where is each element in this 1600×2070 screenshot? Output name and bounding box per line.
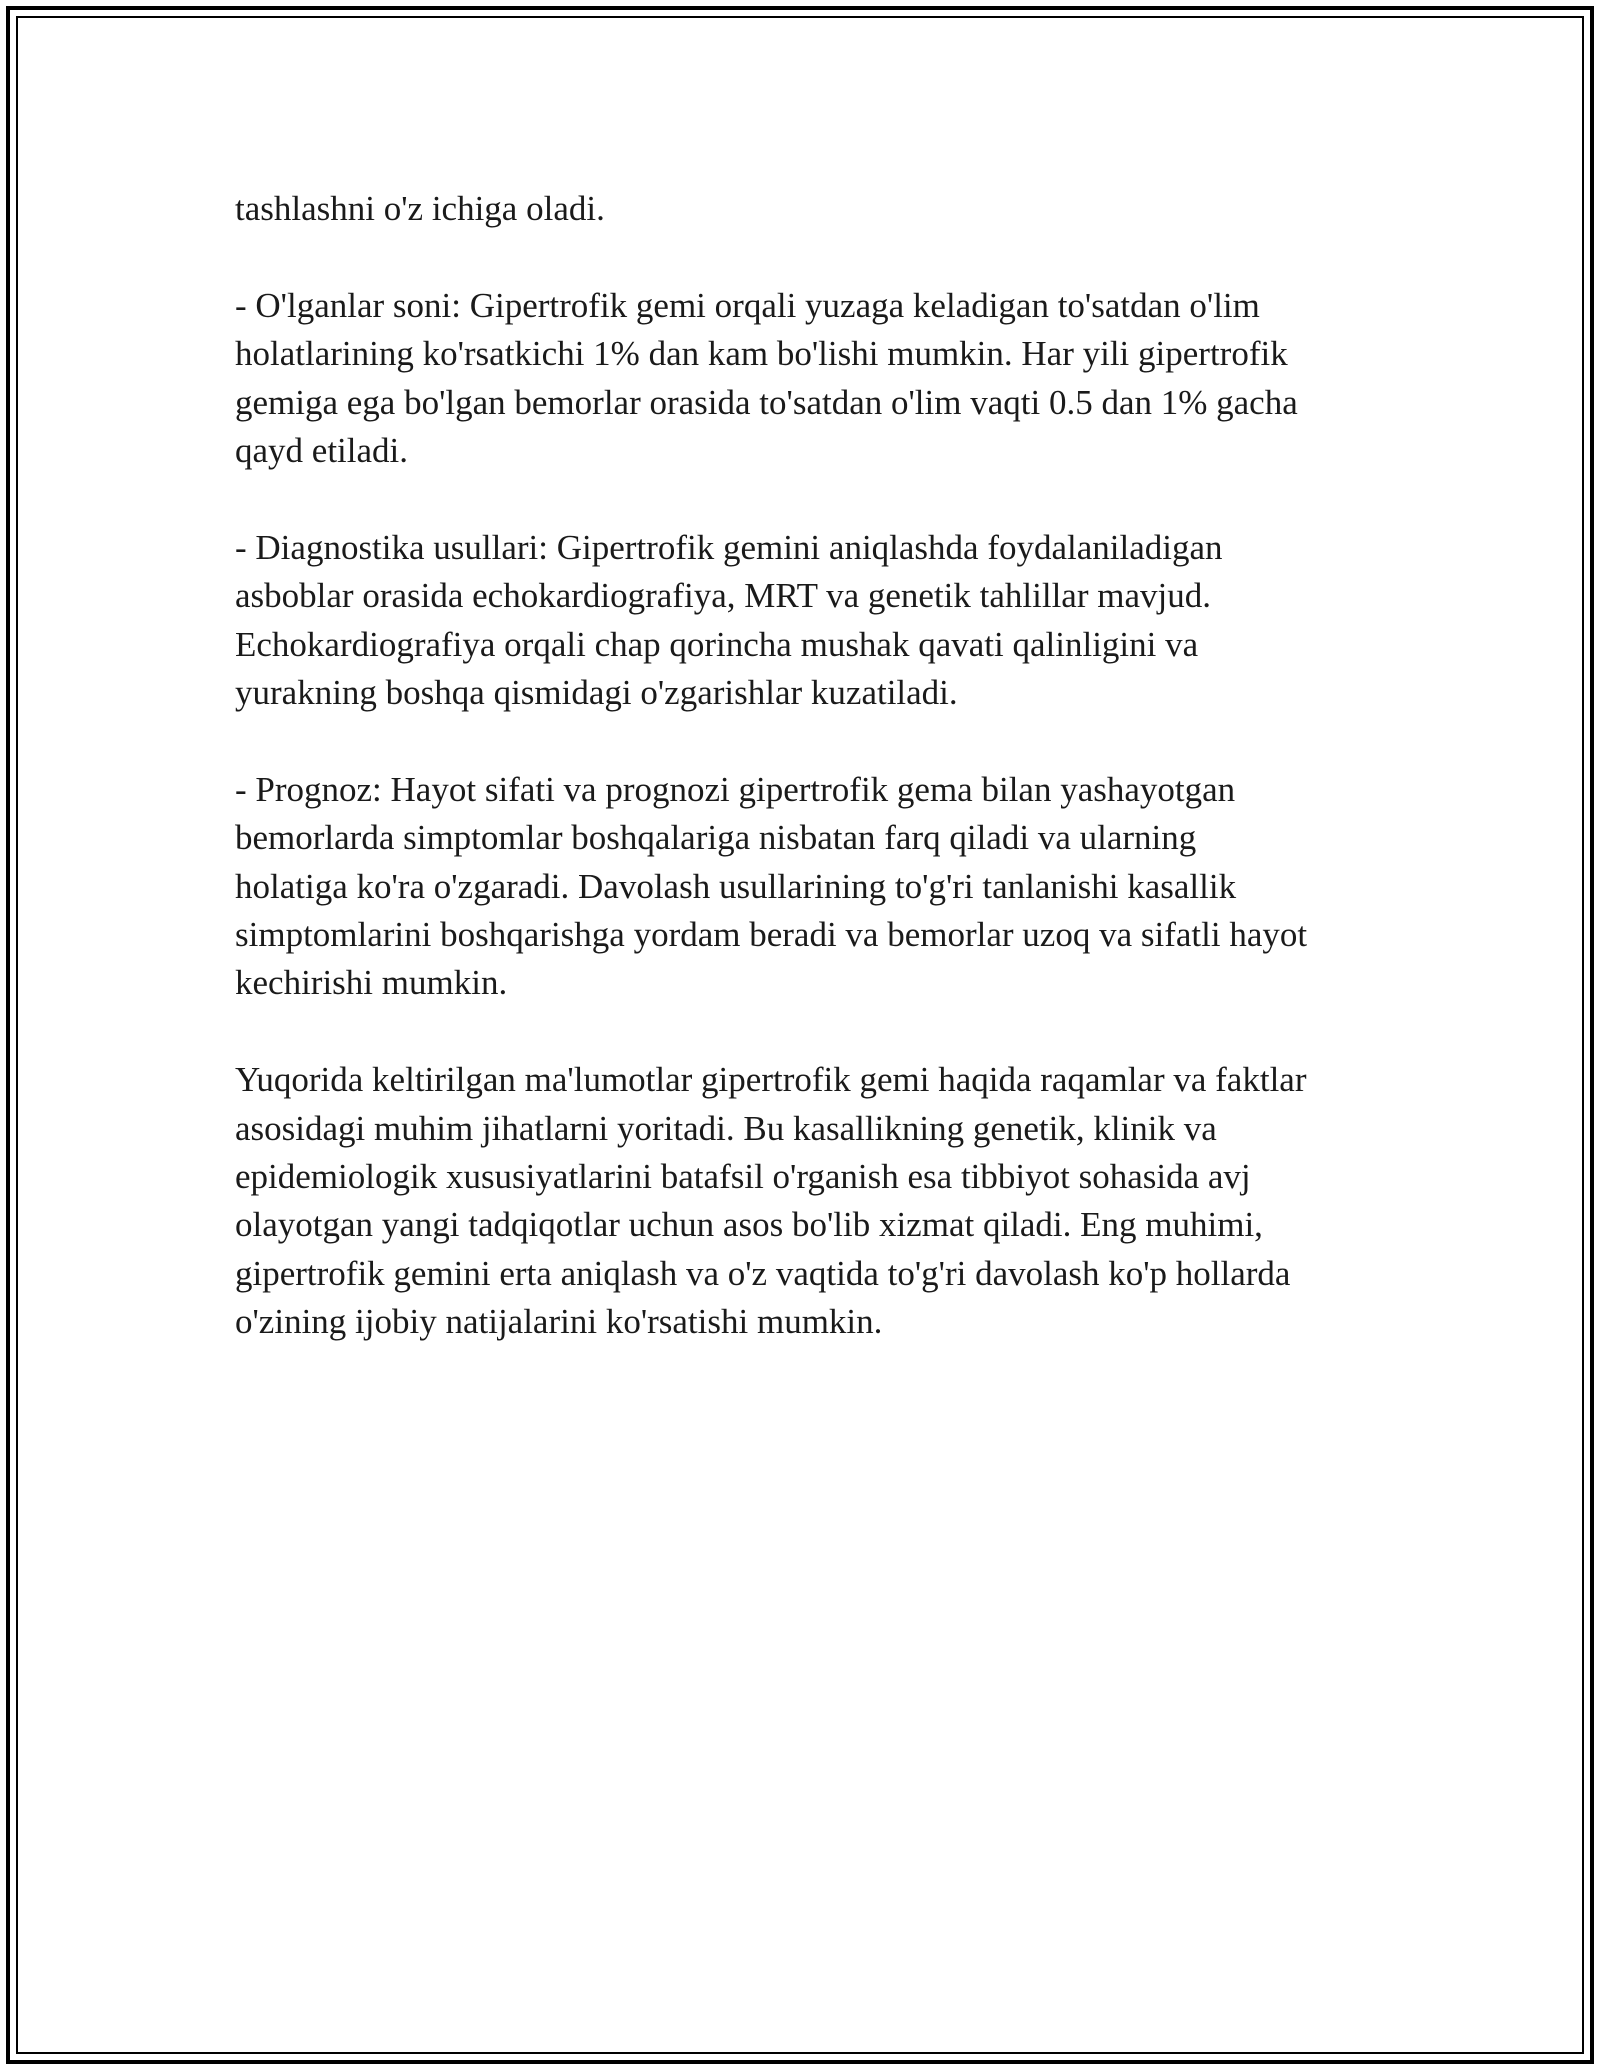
text-line: o'zining ijobiy natijalarini ko'rsatishi mumkin. — [235, 1302, 883, 1342]
text-line: Yuqorida keltirilgan ma'lumotlar gipertrofik gemi haqida raqamlar va faktlar — [235, 1060, 1307, 1100]
text-line: Echokardiografiya orqali chap qorincha mushak qavati qalinligini va — [235, 624, 1199, 664]
text-line: gipertrofik gemini erta aniqlash va o'z vaqtida to'g'ri davolash ko'p hollarda — [235, 1253, 1291, 1293]
paragraph-deaths-count — [235, 282, 1385, 476]
text-line: holatlarining ko'rsatkichi 1% dan kam bo'lishi mumkin. Har yili gipertrofik — [235, 334, 1288, 374]
paragraph-conclusion — [235, 1056, 1385, 1346]
text-line: epidemiologik xususiyatlarini batafsil o'rganish esa tibbiyot sohasida avj — [235, 1157, 1251, 1197]
text-line: holatiga ko'ra o'zgaradi. Davolash usullarining to'g'ri tanlanishi kasallik — [235, 866, 1237, 906]
text-line: olayotgan yangi tadqiqotlar uchun asos bo'lib xizmat qiladi. Eng muhimi, — [235, 1205, 1263, 1245]
text-line: tashlashni o'z ichiga oladi. — [235, 189, 605, 228]
text-line: gemiga ega bo'lgan bemorlar orasida to'satdan o'lim vaqti 0.5 dan 1% gacha — [235, 382, 1298, 422]
document-body — [235, 185, 1385, 1395]
text-line: asboblar orasida echokardiografiya, MRT va genetik tahlillar mavjud. — [235, 576, 1211, 616]
text-line: bemorlarda simptomlar boshqalariga nisbatan farq qiladi va ularning — [235, 818, 1197, 858]
paragraph-continuation — [235, 185, 1385, 233]
paragraph-diagnostics — [235, 524, 1385, 718]
paragraph-prognosis — [235, 766, 1385, 1008]
text-line: asosidagi muhim jihatlarni yoritadi. Bu kasallikning genetik, klinik va — [235, 1108, 1217, 1148]
text-line: qayd etiladi. — [235, 431, 409, 471]
text-line: simptomlarini boshqarishga yordam beradi va bemorlar uzoq va sifatli hayot — [235, 915, 1308, 955]
text-line: - Diagnostika usullari: Gipertrofik gemini aniqlashda foydalaniladigan — [235, 527, 1223, 567]
text-line: - O'lganlar soni: Gipertrofik gemi orqali yuzaga keladigan to'satdan o'lim — [235, 285, 1260, 325]
text-line: kechirishi mumkin. — [235, 963, 508, 1003]
text-line: - Prognoz: Hayot sifati va prognozi gipertrofik gema bilan yashayotgan — [235, 769, 1236, 809]
text-line: yurakning boshqa qismidagi o'zgarishlar kuzatiladi. — [235, 673, 958, 713]
